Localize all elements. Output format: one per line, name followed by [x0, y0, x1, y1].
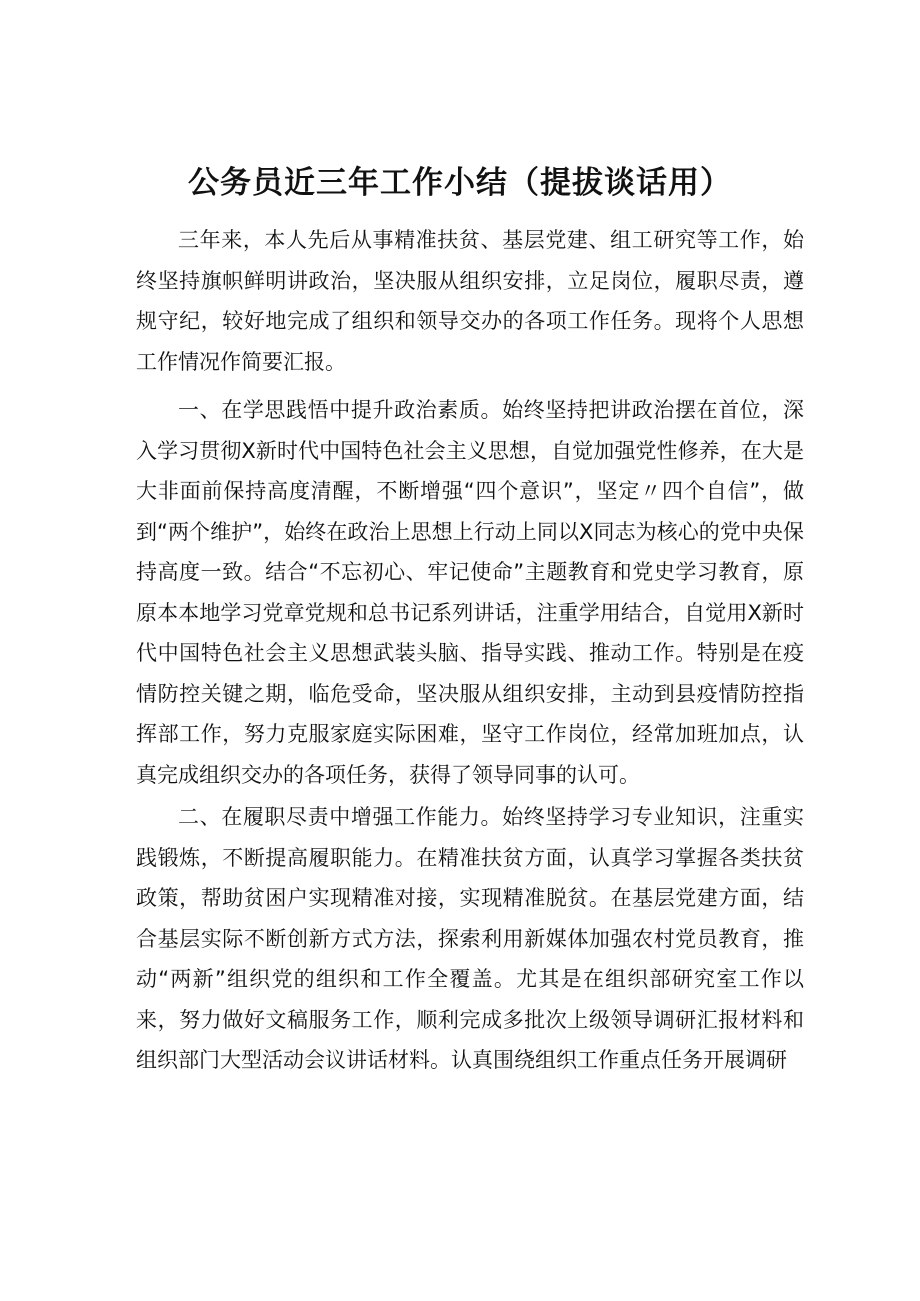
paragraph-intro: 三年来，本人先后从事精准扶贫、基层党建、组工研究等工作，始终坚持旗帜鲜明讲政治，坚决服从组织安排，立足岗位，履职尽责，遵规守纪，较好地完成了组织和领导交办的各项工作任务。现将个人思想工作情况作简要汇报。	[136, 228, 804, 374]
document-title: 公务员近三年工作小结（提拔谈话用）	[188, 165, 732, 201]
paragraph-work-ability: 二、在履职尽责中增强工作能力。始终坚持学习专业知识，注重实践锻炼，不断提高履职能力。在精准扶贫方面，认真学习掌握各类扶贫政策，帮助贫困户实现精准对接，实现精准脱贫。在基层党建方面，结合基层实际不断创新方式方法，探索利用新媒体加强农村党员教育，推动“两新”组织党的组织和工作全覆盖。尤其是在组织部研究室工作以来，努力做好文稿服务工作，顺利完成多批次上级领导调研汇报材料和组织部门大型活动会议讲话材料。认真围绕组织工作重点任务开展调研	[136, 805, 804, 1072]
paragraph-political-quality: 一、在学思践悟中提升政治素质。始终坚持把讲政治摆在首位，深入学习贯彻X新时代中国特色社会主义思想，自觉加强党性修养，在大是大非面前保持高度清醒，不断增强“四个意识”，坚定〃四个自信”，做到“两个维护”，始终在政治上思想上行动上同以X同志为核心的党中央保持高度一致。结合“不忘初心、牢记使命”主题教育和党史学习教育，原原本本地学习党章党规和总书记系列讲话，注重学用结合，自觉用X新时代中国特色社会主义思想武装头脑、指导实践、推动工作。特别是在疫情防控关键之期，临危受命，坚决服从组织安排，主动到县疫情防控指挥部工作，努力克服家庭实际困难，坚守工作岗位，经常加班加点，认真完成组织交办的各项任务，获得了领导同事的认可。	[136, 398, 804, 787]
